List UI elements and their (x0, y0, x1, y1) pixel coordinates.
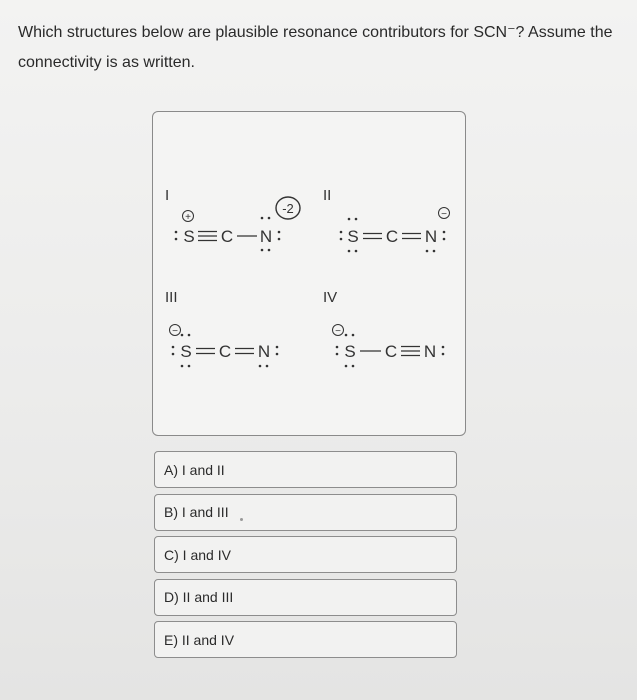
pointer-dot (240, 518, 243, 521)
option-d-label: D) II and III (164, 589, 234, 605)
structure-III-C: C (218, 342, 232, 361)
structure-III-N: N (257, 342, 271, 361)
structure-I-S: S (183, 227, 195, 246)
structure-II-S: S (347, 227, 359, 246)
structure-IV-S: S (344, 342, 356, 361)
structure-I-numeral: I (165, 187, 170, 204)
structure-III-numeral: III (165, 289, 178, 306)
structure-IV-numeral: IV (323, 289, 338, 306)
answer-options (154, 451, 457, 664)
question-text: Which structures below are plausible resonance contributors for SCN⁻? Assume the connectivity is as written. (18, 24, 613, 71)
resonance-structures (153, 112, 467, 437)
structure-II-numeral: II (323, 187, 332, 204)
option-e[interactable] (154, 621, 457, 658)
structure-III-s-charge: − (172, 326, 178, 337)
structure-II-C: C (385, 227, 399, 246)
structure-I-s-charge: + (185, 212, 191, 223)
option-e-label: E) II and IV (164, 631, 235, 648)
structures-image (152, 111, 466, 436)
structure-II-n-charge: − (441, 209, 447, 220)
option-a-label: A) I and II (164, 461, 225, 478)
option-c[interactable] (154, 536, 457, 573)
structure-I-C: C (220, 227, 234, 246)
structure-IV-N: N (423, 342, 437, 361)
structure-III-S: S (180, 342, 192, 361)
structure-IV-C: C (384, 342, 398, 361)
option-c-label: C) I and IV (164, 546, 231, 563)
option-d[interactable] (154, 579, 457, 616)
structure-II-N: N (424, 227, 438, 246)
structure-I-N: N (259, 227, 273, 246)
option-b-label: B) I and III (164, 504, 229, 520)
option-a[interactable] (154, 451, 457, 488)
structure-I-n-charge: -2 (282, 201, 294, 216)
structure-IV-s-charge: − (335, 326, 341, 337)
option-b[interactable] (154, 494, 457, 531)
